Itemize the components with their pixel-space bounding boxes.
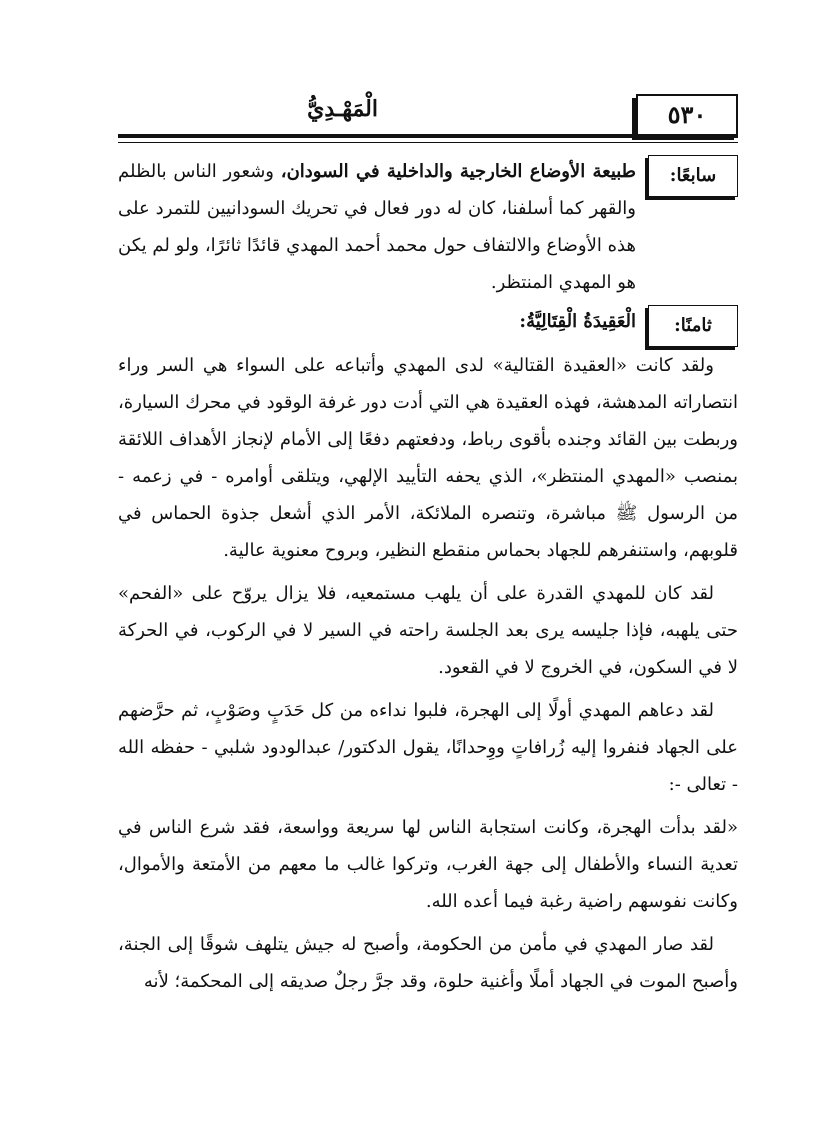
section-eighth-line bbox=[118, 303, 738, 347]
quoted-paragraph: «لقد بدأت الهجرة، وكانت استجابة الناس لها سريعة وواسعة، فقد شرع الناس في تعدية النساء والأطفال إلى جهة الغرب، وتركوا غالب ما معهم من الأمتعة والأموال، وكانت نفوسهم راضية رغبة فيما أعده الله. bbox=[118, 817, 738, 912]
running-title: الْمَهْـدِيُّ bbox=[307, 96, 378, 122]
section-text: وشعور الناس بالظلم والقهر كما أسلفنا، كان له دور فعال في تحريك السودانيين للتمرد على هذه الأوضاع والالتفاف حول محمد أحمد المهدي قائدًا ثائرًا، ولو لم يكن هو المهدي المنتظر. bbox=[118, 161, 636, 293]
header-rule-thin bbox=[118, 142, 738, 143]
section-label: سابعًا: bbox=[648, 155, 738, 197]
paragraph: لقد كان للمهدي القدرة على أن يلهب مستمعيه، فلا يزال يروّح على «الفحم» حتى يلهبه، فإذا جليسه يرى بعد الجلسة راحته في السير لا في الركوب، في الحركة لا في السكون، في الخروج لا في القعود. bbox=[118, 583, 738, 678]
page-content bbox=[118, 153, 738, 1000]
section-body bbox=[118, 303, 636, 340]
header-rule-thick bbox=[118, 134, 738, 138]
section-heading: الْعَقِيدَةُ الْقِتَالِيَّةُ: bbox=[519, 311, 636, 332]
page-number: ٥٣٠ bbox=[636, 94, 738, 136]
section-seventh-line bbox=[118, 153, 738, 301]
section-label: ثامنًا: bbox=[648, 305, 738, 347]
paragraph: لقد صار المهدي في مأمن من الحكومة، وأصبح له جيش يتلهف شوقًا إلى الجنة، وأصبح الموت في الجهاد أملًا وأغنية حلوة، وقد جرَّ رجلٌ صديقه إلى المحكمة؛ لأنه bbox=[118, 934, 738, 992]
page-header bbox=[118, 88, 738, 140]
section-eighth bbox=[118, 303, 738, 347]
section-heading: طبيعة الأوضاع الخارجية والداخلية في السودان، bbox=[280, 161, 637, 182]
section-body bbox=[118, 153, 636, 301]
paragraph: ولقد كانت «العقيدة القتالية» لدى المهدي وأتباعه على السواء هي السر وراء انتصاراته المدهشة، فهذه العقيدة هي التي أدت دور غرفة الوقود في محرك السيارة، وربطت بين القائد وجنده بأقوى رباط، ودفعتهم دفعًا إلى الأمام لإنجاز الأهداف اللائقة بمنصب «المهدي المنتظر»، الذي يحفه التأييد الإلهي، ويتلقى أوامره - في زعمه - من الرسول ﷺ مباشرة، وتنصره الملائكة، الأمر الذي أشعل جذوة الحماس في قلوبهم، واستنفرهم للجهاد بحماس منقطع النظير، وبروح معنوية عالية. bbox=[118, 355, 738, 561]
section-seventh bbox=[118, 153, 738, 301]
paragraph: لقد دعاهم المهدي أولًا إلى الهجرة، فلبوا نداءه من كل حَدَبٍ وصَوْبٍ، ثم حرَّضهم على الجهاد فنفروا إليه زُرافاتٍ ووِحدانًا، يقول الدكتور/ عبدالودود شلبي - حفظه الله - تعالى -: bbox=[118, 700, 738, 795]
